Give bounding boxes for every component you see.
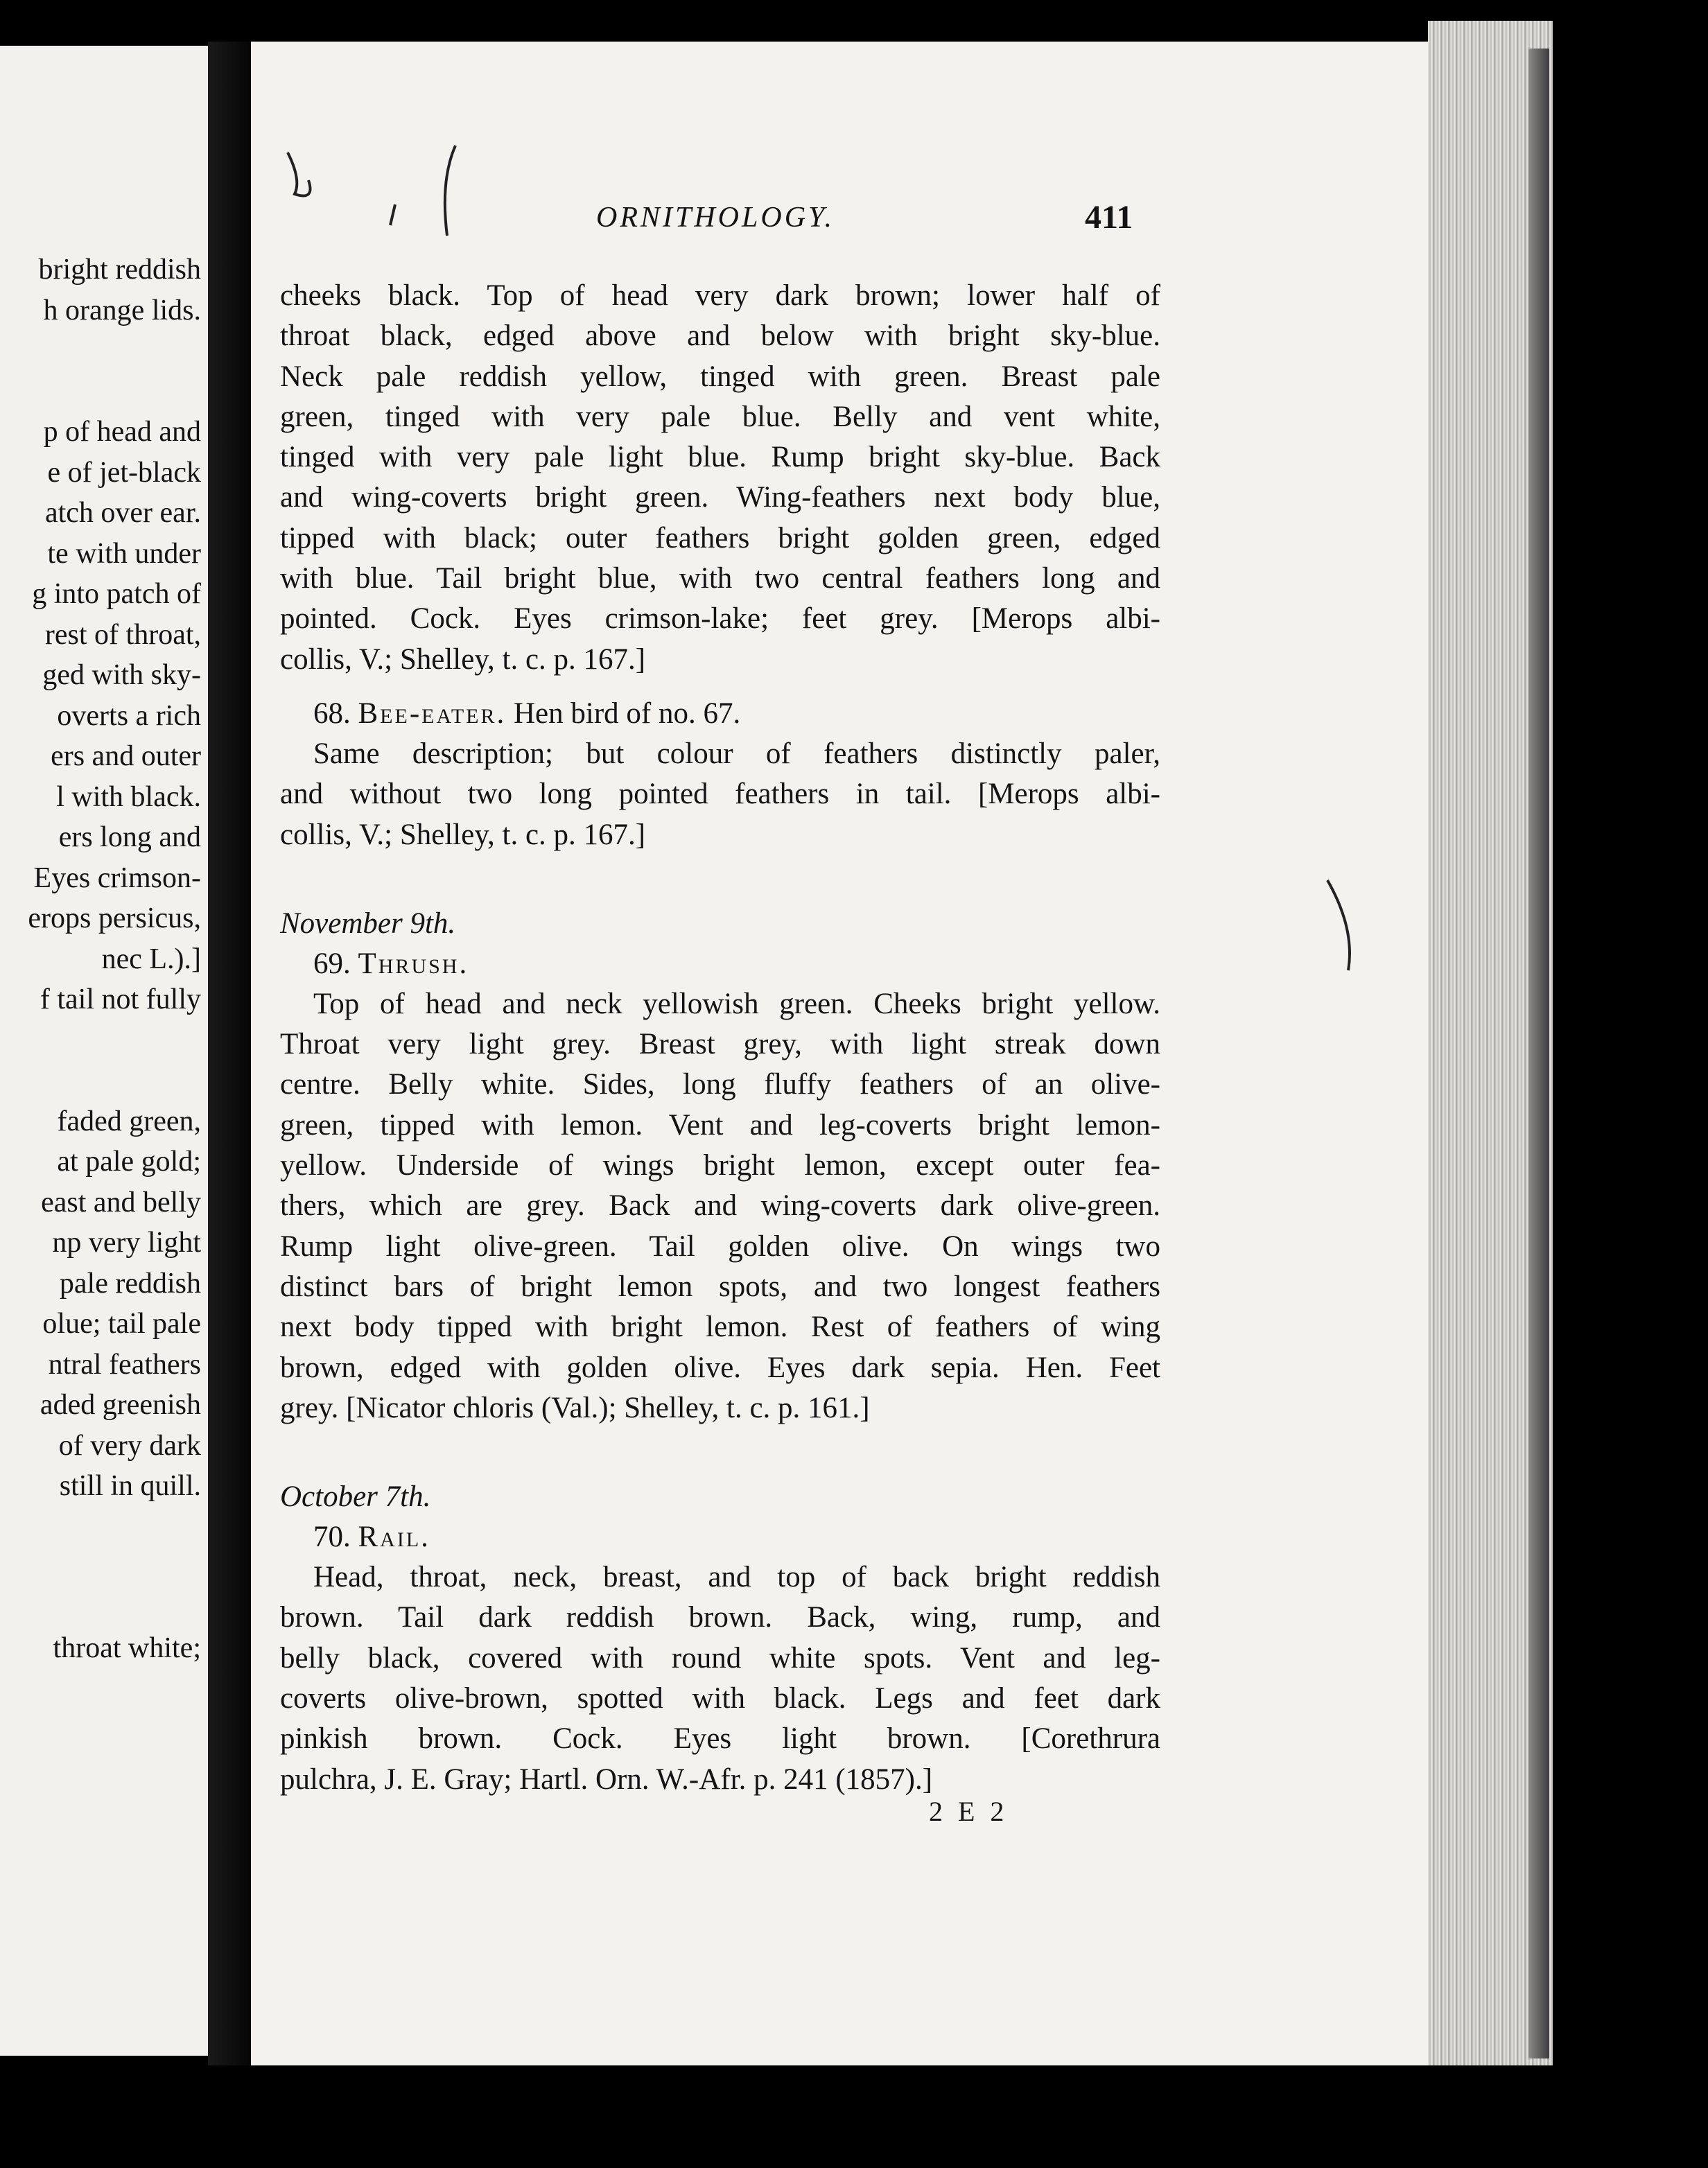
left-page-line: still in quill. — [59, 1470, 201, 1502]
left-page-line: aded greenish — [40, 1389, 201, 1421]
text-line: Head, throat, neck, breast, and top of back bright reddish — [313, 1561, 1160, 1594]
entry-68-body — [280, 734, 1160, 855]
entry-69-heading — [313, 944, 1160, 984]
left-page-line: of very dark — [58, 1429, 201, 1462]
running-head: ORNITHOLOGY. — [596, 202, 835, 234]
text-line: tipped with black; outer feathers bright golden green, edged — [280, 521, 1160, 554]
text-line: thers, which are grey. Back and wing-coverts dark olive-green. — [280, 1189, 1160, 1223]
text-line: Rump light olive-green. Tail golden olive. On wings two — [280, 1230, 1160, 1263]
text-line: Top of head and neck yellowish green. Cheeks bright yellow. — [313, 987, 1160, 1020]
text-line: Same description; but colour of feathers distinctly paler, — [313, 737, 1160, 770]
left-page-line: l with black. — [56, 780, 201, 813]
text-line: and wing-coverts bright green. Wing-feathers next body blue, — [280, 481, 1160, 514]
text-line: collis, V.; Shelley, t. c. p. 167.] — [280, 642, 646, 676]
text-line: brown. Tail dark reddish brown. Back, wing, rump, and — [280, 1601, 1160, 1634]
text-line: next body tipped with bright lemon. Rest of feathers of wing — [280, 1311, 1160, 1344]
text-line: coverts olive-brown, spotted with black. Legs and feet dark — [280, 1682, 1160, 1715]
entry-70-heading — [313, 1517, 1160, 1557]
signature-mark: 2 E 2 — [929, 1796, 1009, 1827]
entry-name: Bee-eater. — [358, 697, 507, 730]
left-page-line: nec L.).] — [101, 943, 201, 975]
text-line: pulchra, J. E. Gray; Hartl. Orn. W.-Afr. p. 241 (1857).] — [280, 1763, 933, 1796]
pencil-marks — [274, 139, 468, 243]
text-line: tinged with very pale light blue. Rump bright sky-blue. Back — [280, 441, 1160, 474]
left-page-line: h orange lids. — [43, 294, 201, 326]
page-number: 411 — [1085, 199, 1133, 236]
left-page-line: at pale gold; — [57, 1146, 201, 1178]
left-page — [0, 46, 208, 2056]
text-line: green, tipped with lemon. Vent and leg-coverts bright lemon- — [280, 1108, 1160, 1142]
entry-name: Thrush. — [358, 947, 469, 980]
text-line: pointed. Cock. Eyes crimson-lake; feet grey. [Merops albi- — [280, 602, 1160, 636]
date-heading: October 7th. — [280, 1480, 431, 1514]
page-body — [280, 276, 1160, 1800]
text-line: centre. Belly white. Sides, long fluffy feathers of an olive- — [280, 1068, 1160, 1101]
entry-number: 69. — [313, 947, 351, 980]
left-page-line: olue; tail pale — [42, 1308, 201, 1340]
left-page-line: te with under — [47, 537, 201, 570]
text-line: green, tinged with very pale blue. Belly and vent white, — [280, 400, 1160, 433]
left-page-line: atch over ear. — [44, 497, 201, 529]
left-page-line: p of head and — [43, 416, 201, 448]
left-page-line: Eyes crimson- — [33, 862, 201, 894]
entry-number: 68. — [313, 697, 351, 730]
text-line: grey. [Nicator chloris (Val.); Shelley, t. c. p. 161.] — [280, 1391, 870, 1424]
text-line: with blue. Tail bright blue, with two central feathers long and — [280, 562, 1160, 595]
left-page-line: rest of throat, — [44, 618, 201, 651]
text-line: throat black, edged above and below with bright sky-blue. — [280, 320, 1160, 353]
entry-70-body — [280, 1557, 1160, 1800]
left-page-line: np very light — [52, 1227, 201, 1259]
left-page-line: ers and outer — [51, 740, 201, 772]
left-page-line: f tail not fully — [40, 984, 201, 1015]
entry-67-continued — [280, 276, 1160, 680]
entry-69-body — [280, 984, 1160, 1428]
text-line: Throat very light grey. Breast grey, with light streak down — [280, 1028, 1160, 1061]
text-line: and without two long pointed feathers in tail. [Merops albi- — [280, 778, 1160, 811]
left-page-line: g into patch of — [32, 578, 201, 610]
text-line: brown, edged with golden olive. Eyes dark sepia. Hen. Feet — [280, 1351, 1160, 1384]
entry-subtitle: Hen bird of no. 67. — [513, 697, 741, 730]
edge-shadow — [1528, 49, 1549, 2058]
left-page-line: pale reddish — [59, 1267, 201, 1300]
entry-name: Rail. — [358, 1521, 430, 1554]
text-line: Neck pale reddish yellow, tinged with green. Breast pale — [280, 360, 1160, 393]
page-curve-mark — [1321, 873, 1362, 977]
left-page-line: faded green, — [57, 1105, 201, 1137]
left-page-line: ged with sky- — [42, 659, 201, 691]
entry-68-heading — [313, 694, 1160, 734]
book-gutter — [208, 42, 252, 2065]
text-line: pinkish brown. Cock. Eyes light brown. [Corethrura — [280, 1722, 1160, 1756]
left-page-line: ers long and — [58, 821, 201, 853]
left-page-line: throat white; — [53, 1632, 201, 1664]
left-page-line: bright reddish — [38, 254, 201, 286]
entry-number: 70. — [313, 1521, 351, 1554]
left-page-line: e of jet-black — [47, 456, 201, 489]
left-page-line: ntral feathers — [48, 1348, 201, 1381]
left-page-line: east and belly — [41, 1186, 201, 1218]
date-heading: November 9th. — [280, 907, 456, 940]
text-line: collis, V.; Shelley, t. c. p. 167.] — [280, 818, 646, 851]
left-page-line: overts a rich — [57, 699, 201, 732]
text-line: cheeks black. Top of head very dark brown; lower half of — [280, 279, 1160, 312]
text-line: distinct bars of bright lemon spots, and two longest feathers — [280, 1270, 1160, 1303]
text-line: belly black, covered with round white spots. Vent and leg- — [280, 1641, 1160, 1675]
left-page-line: erops persicus, — [28, 902, 201, 934]
text-line: yellow. Underside of wings bright lemon, except outer fea- — [280, 1149, 1160, 1182]
